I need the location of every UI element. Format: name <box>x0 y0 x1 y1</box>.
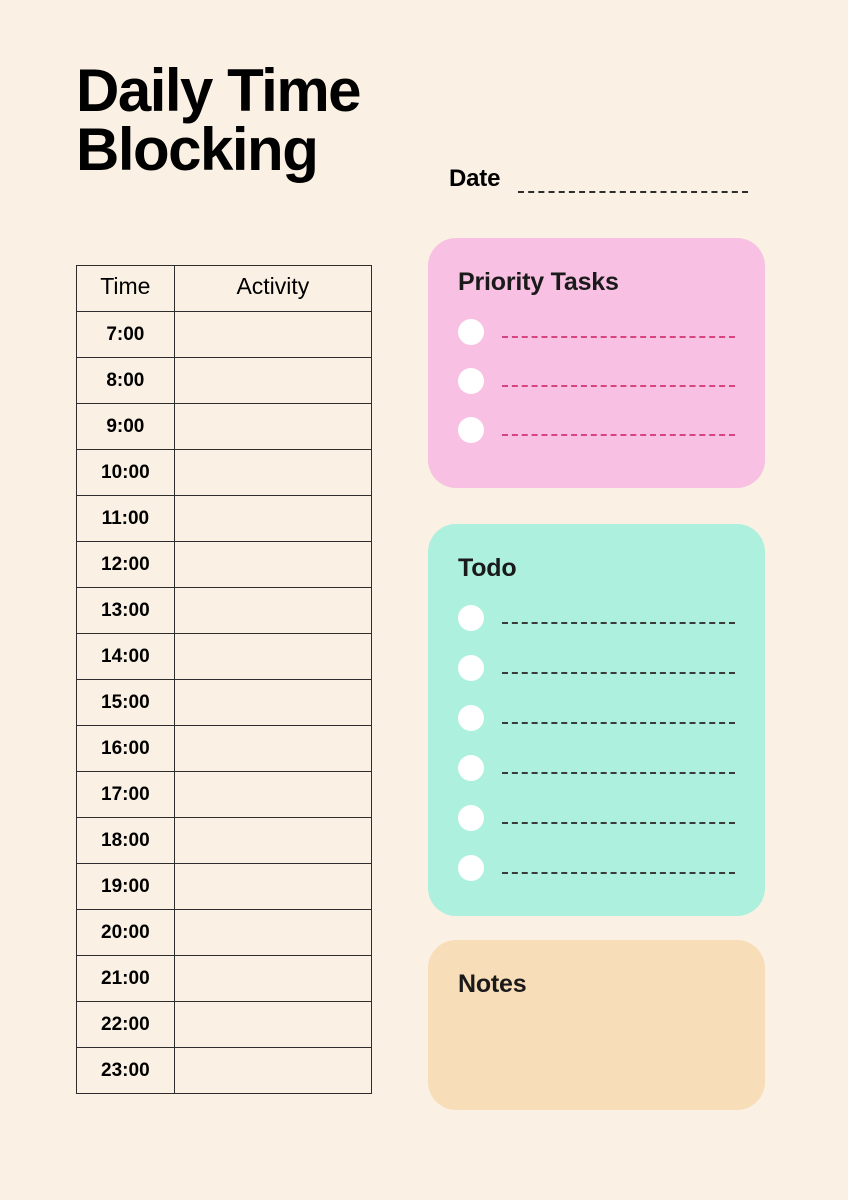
activity-cell[interactable] <box>174 450 371 496</box>
date-input-line[interactable] <box>518 175 748 193</box>
activity-cell[interactable] <box>174 910 371 956</box>
time-cell: 12:00 <box>77 542 175 588</box>
checkbox-circle-icon[interactable] <box>458 855 484 881</box>
table-row <box>77 496 372 542</box>
priority-task-line[interactable] <box>502 326 735 338</box>
table-row <box>77 404 372 450</box>
table-row <box>77 358 372 404</box>
priority-task-line[interactable] <box>502 424 735 436</box>
list-item[interactable] <box>458 805 735 831</box>
activity-cell[interactable] <box>174 1002 371 1048</box>
list-item[interactable] <box>458 855 735 881</box>
table-row <box>77 634 372 680</box>
priority-tasks-title: Priority Tasks <box>458 268 619 296</box>
time-cell: 21:00 <box>77 956 175 1002</box>
table-row <box>77 312 372 358</box>
time-cell: 13:00 <box>77 588 175 634</box>
time-cell: 20:00 <box>77 910 175 956</box>
todo-line[interactable] <box>502 662 735 674</box>
activity-cell[interactable] <box>174 818 371 864</box>
todo-line[interactable] <box>502 762 735 774</box>
todo-list <box>458 605 735 881</box>
time-cell: 15:00 <box>77 680 175 726</box>
time-cell: 7:00 <box>77 312 175 358</box>
activity-cell[interactable] <box>174 956 371 1002</box>
todo-card <box>428 524 765 916</box>
notes-title: Notes <box>458 970 527 998</box>
list-item[interactable] <box>458 368 735 394</box>
priority-tasks-list <box>458 319 735 443</box>
table-row <box>77 910 372 956</box>
activity-cell[interactable] <box>174 634 371 680</box>
time-cell: 8:00 <box>77 358 175 404</box>
time-cell: 17:00 <box>77 772 175 818</box>
activity-cell[interactable] <box>174 312 371 358</box>
table-row <box>77 726 372 772</box>
time-cell: 10:00 <box>77 450 175 496</box>
activity-cell[interactable] <box>174 496 371 542</box>
priority-tasks-card <box>428 238 765 488</box>
schedule-table-body <box>77 312 372 1094</box>
activity-cell[interactable] <box>174 726 371 772</box>
activity-cell[interactable] <box>174 542 371 588</box>
time-cell: 23:00 <box>77 1048 175 1094</box>
checkbox-circle-icon[interactable] <box>458 655 484 681</box>
page-title-line-2: Blocking <box>76 115 318 183</box>
activity-cell[interactable] <box>174 680 371 726</box>
checkbox-circle-icon[interactable] <box>458 417 484 443</box>
priority-task-line[interactable] <box>502 375 735 387</box>
time-cell: 22:00 <box>77 1002 175 1048</box>
table-row <box>77 864 372 910</box>
schedule-table <box>76 265 372 1094</box>
time-cell: 18:00 <box>77 818 175 864</box>
time-cell: 11:00 <box>77 496 175 542</box>
todo-line[interactable] <box>502 862 735 874</box>
table-row <box>77 956 372 1002</box>
table-row <box>77 680 372 726</box>
checkbox-circle-icon[interactable] <box>458 368 484 394</box>
checkbox-circle-icon[interactable] <box>458 805 484 831</box>
checkbox-circle-icon[interactable] <box>458 755 484 781</box>
checkbox-circle-icon[interactable] <box>458 705 484 731</box>
activity-cell[interactable] <box>174 358 371 404</box>
todo-title: Todo <box>458 554 517 582</box>
page-title-line-1: Daily Time <box>76 57 361 124</box>
time-cell: 16:00 <box>77 726 175 772</box>
checkbox-circle-icon[interactable] <box>458 319 484 345</box>
list-item[interactable] <box>458 319 735 345</box>
checkbox-circle-icon[interactable] <box>458 605 484 631</box>
activity-cell[interactable] <box>174 772 371 818</box>
time-cell: 9:00 <box>77 404 175 450</box>
column-header-activity: Activity <box>174 266 371 312</box>
column-header-time: Time <box>77 266 175 312</box>
todo-line[interactable] <box>502 812 735 824</box>
activity-cell[interactable] <box>174 404 371 450</box>
table-row <box>77 1002 372 1048</box>
table-row <box>77 588 372 634</box>
table-row <box>77 818 372 864</box>
date-label: Date <box>449 165 501 192</box>
time-cell: 19:00 <box>77 864 175 910</box>
todo-line[interactable] <box>502 712 735 724</box>
list-item[interactable] <box>458 655 735 681</box>
table-row <box>77 450 372 496</box>
table-row <box>77 1048 372 1094</box>
table-row <box>77 542 372 588</box>
list-item[interactable] <box>458 417 735 443</box>
activity-cell[interactable] <box>174 1048 371 1094</box>
todo-line[interactable] <box>502 612 735 624</box>
list-item[interactable] <box>458 705 735 731</box>
page-title <box>76 57 436 183</box>
notes-card[interactable] <box>428 940 765 1110</box>
time-cell: 14:00 <box>77 634 175 680</box>
table-row <box>77 772 372 818</box>
activity-cell[interactable] <box>174 588 371 634</box>
list-item[interactable] <box>458 755 735 781</box>
list-item[interactable] <box>458 605 735 631</box>
date-field[interactable] <box>449 165 748 193</box>
activity-cell[interactable] <box>174 864 371 910</box>
table-header-row <box>77 266 372 312</box>
